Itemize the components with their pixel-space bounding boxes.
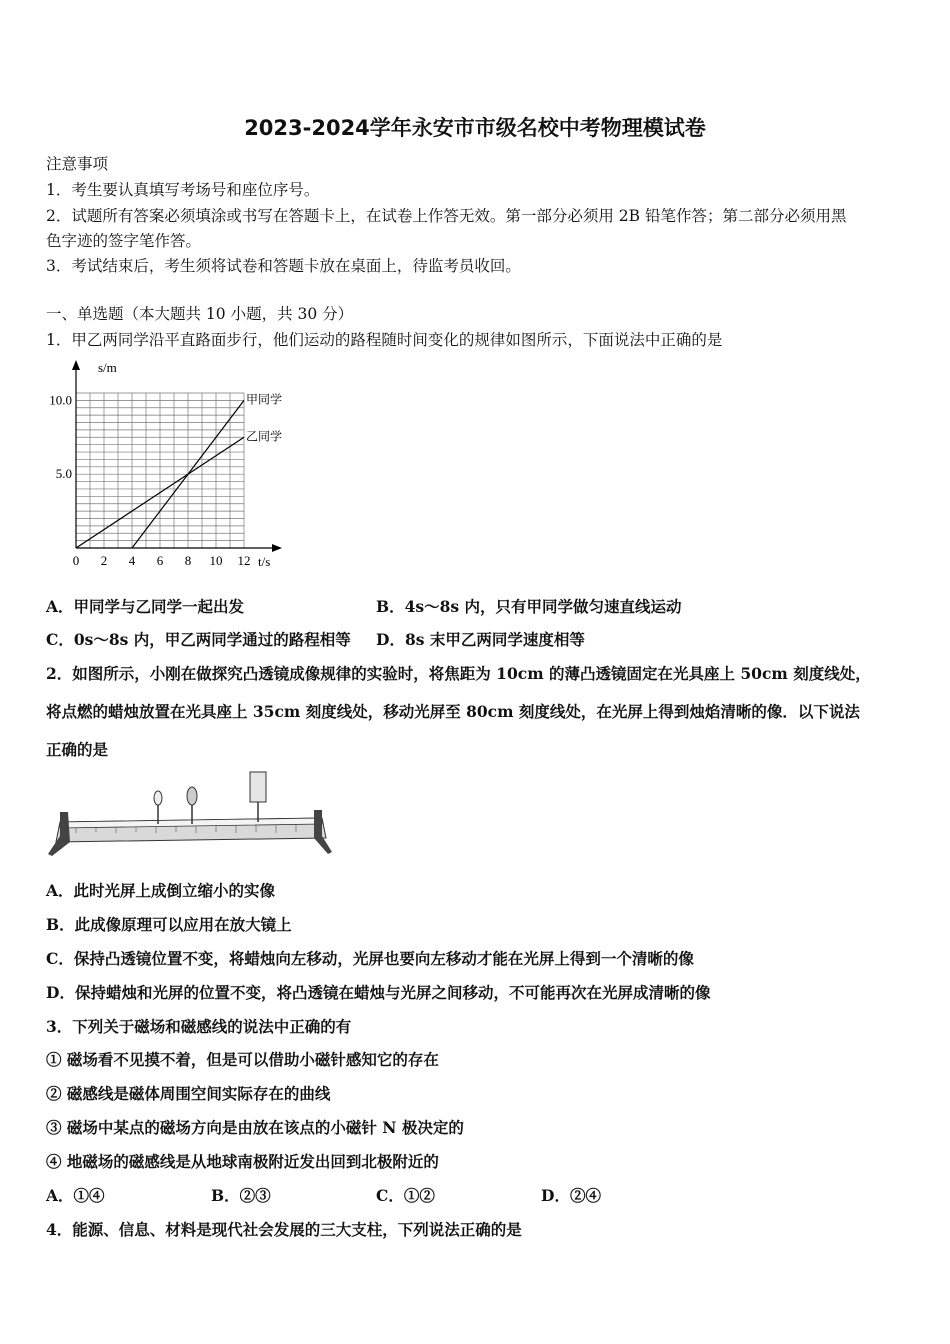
legend-label: 乙同学 [246, 429, 283, 444]
page-title: 2023-2024学年永安市市级名校中考物理模试卷 [244, 116, 706, 140]
x-axis-label: t/s [258, 554, 271, 569]
option-d: D．②④ [541, 1186, 601, 1205]
option-d: D．8s 末甲乙两同学速度相等 [376, 630, 585, 649]
x-tick-label: 10 [209, 553, 223, 568]
notice-item: 3．考试结束后，考生须将试卷和答题卡放在桌面上，待监考员收回。 [46, 257, 521, 275]
question-stem: 正确的是 [46, 740, 109, 759]
optical-bench-illustration [46, 766, 336, 862]
x-tick-label: 0 [72, 553, 80, 568]
option-c: C．①② [376, 1186, 435, 1205]
statement: ① 磁场看不见摸不着，但是可以借助小磁针感知它的存在 [46, 1050, 439, 1069]
y-axis-label: s/m [98, 360, 117, 375]
x-tick-label: 4 [128, 553, 136, 568]
question-stem: 4．能源、信息、材料是现代社会发展的三大支柱，下列说法正确的是 [46, 1220, 522, 1239]
notice-item: 2．试题所有答案必须填涂或书写在答题卡上，在试卷上作答无效。第一部分必须用 2B 铅笔作答；第二部分必须用黑 [46, 207, 847, 225]
option-c: C．保持凸透镜位置不变，将蜡烛向左移动，光屏也要向左移动才能在光屏上得到一个清晰的像 [46, 949, 694, 968]
x-tick-label: 2 [100, 553, 108, 568]
option-a: A．此时光屏上成倒立缩小的实像 [46, 881, 276, 900]
question-stem: 1．甲乙两同学沿平直路面步行，他们运动的路程随时间变化的规律如图所示，下面说法中正确的是 [46, 331, 723, 349]
x-tick-label: 6 [156, 553, 164, 568]
option-b: B．4s～8s 内，只有甲同学做匀速直线运动 [376, 597, 682, 616]
option-d: D．保持蜡烛和光屏的位置不变，将凸透镜在蜡烛与光屏之间移动，不可能再次在光屏成清晰的像 [46, 983, 711, 1002]
option-a: A．①④ [46, 1186, 105, 1205]
y-tick-label: 10.0 [49, 392, 72, 408]
y-tick-label: 5.0 [55, 466, 72, 482]
option-b: B．②③ [211, 1186, 271, 1205]
statement: ③ 磁场中某点的磁场方向是由放在该点的小磁针 N 极决定的 [46, 1118, 464, 1137]
x-tick-label: 12 [237, 553, 251, 568]
y-axis-arrow [72, 360, 80, 370]
option-a: A．甲同学与乙同学一起出发 [46, 597, 245, 616]
legend-label: 甲同学 [246, 392, 283, 407]
question-stem: 3．下列关于磁场和磁感线的说法中正确的有 [46, 1017, 352, 1036]
statement: ② 磁感线是磁体周围空间实际存在的曲线 [46, 1084, 331, 1103]
question-stem: 将点燃的蜡烛放置在光具座上 35cm 刻度线处，移动光屏至 80cm 刻度线处，在光屏上得到烛焰清晰的像．以下说法 [46, 702, 860, 721]
notice-item: 色字迹的签字笔作答。 [46, 232, 202, 250]
statement: ④ 地磁场的磁感线是从地球南极附近发出回到北极附近的 [46, 1152, 439, 1171]
distance-time-chart [40, 356, 310, 578]
x-tick-label: 8 [184, 553, 192, 568]
option-c: C．0s～8s 内，甲乙两同学通过的路程相等 [46, 630, 351, 649]
section-heading: 一、单选题（本大题共 10 小题，共 30 分） [46, 305, 354, 323]
notice-item: 1．考生要认真填写考场号和座位序号。 [46, 181, 320, 199]
question-stem: 2．如图所示，小刚在做探究凸透镜成像规律的实验时，将焦距为 10cm 的薄凸透镜固定在光具座上 50cm 刻度线处， [46, 664, 871, 683]
x-axis-arrow [272, 544, 282, 552]
option-b: B．此成像原理可以应用在放大镜上 [46, 915, 292, 934]
notice-heading: 注意事项 [46, 155, 109, 173]
